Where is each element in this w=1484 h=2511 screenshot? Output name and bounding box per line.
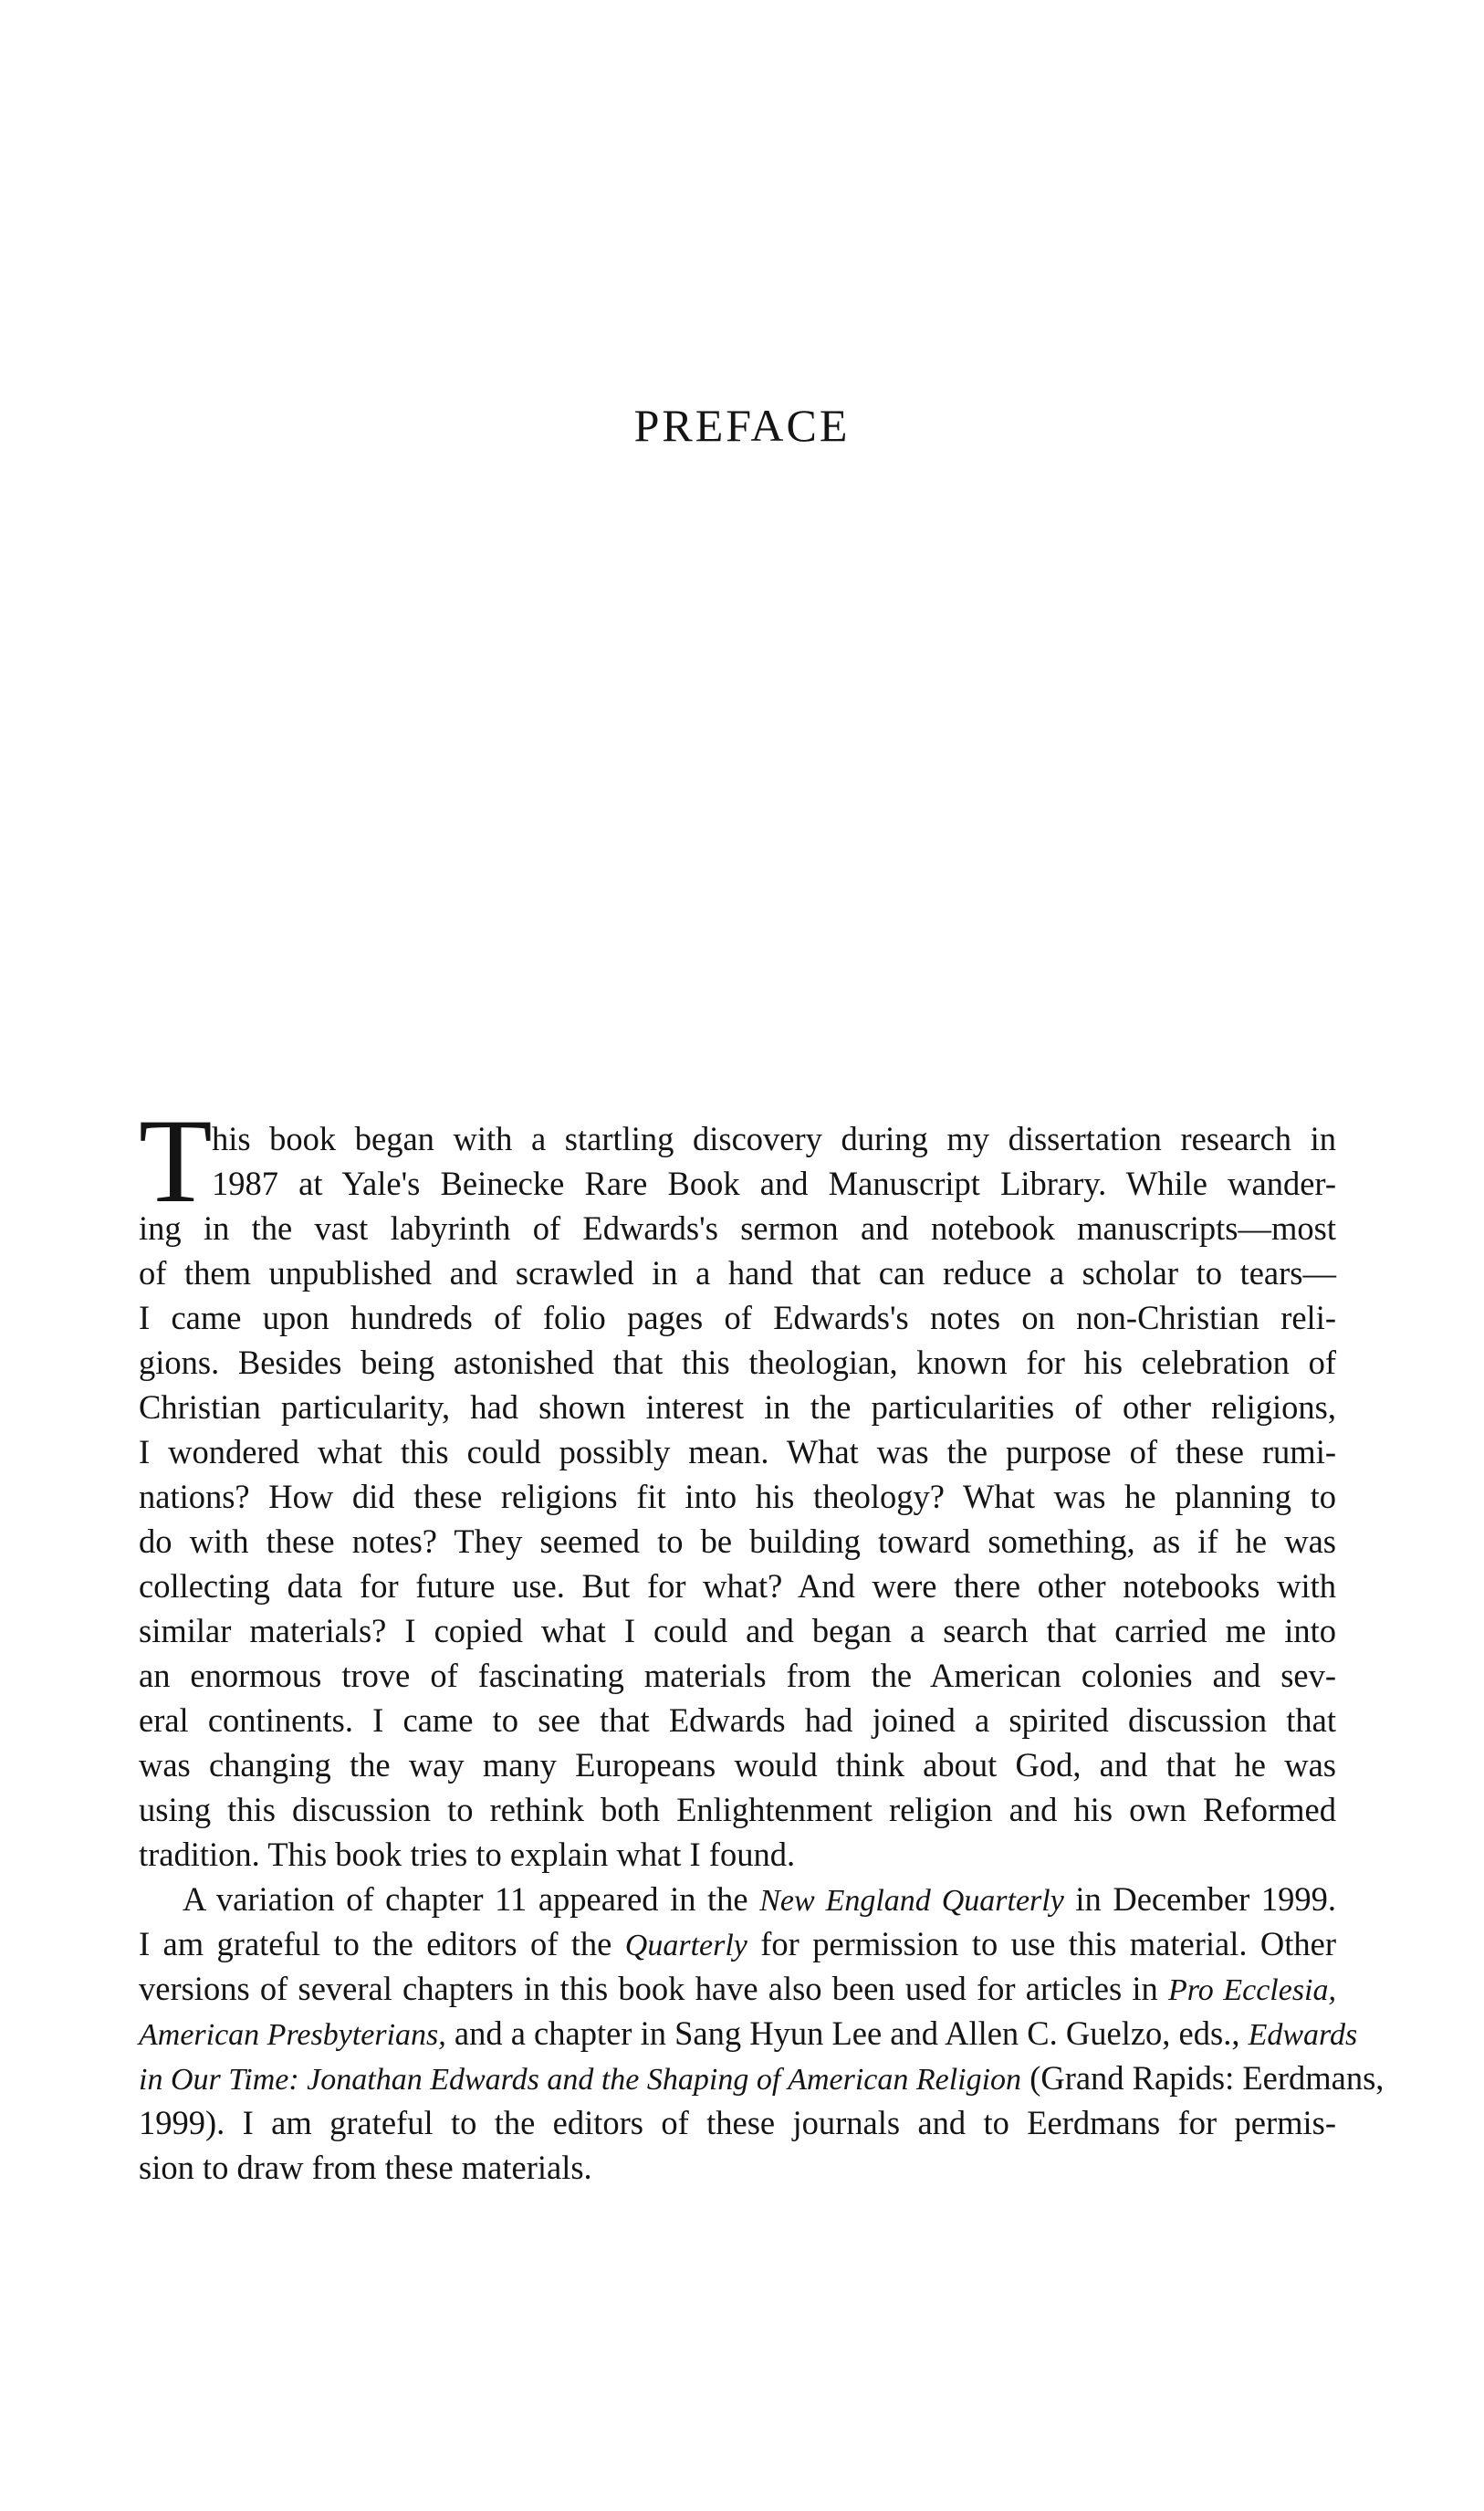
text-line xyxy=(139,2011,1358,2056)
text-line: collecting data for future use. But for what? And were there other notebooks with xyxy=(139,1567,1336,1605)
text-line: his book began with a startling discovery during my dissertation research in xyxy=(212,1120,1336,1157)
text-line xyxy=(139,1877,1336,1921)
journal-title: American Presbyterians, xyxy=(139,2018,446,2052)
text-line xyxy=(139,1921,1336,1966)
paragraph-1 xyxy=(139,1093,1336,1877)
text-line: nations? How did these religions fit into his theology? What was he planning to xyxy=(139,1478,1336,1515)
text-line: Christian particularity, had shown interest in the particularities of other religions, xyxy=(139,1388,1336,1426)
text-line: do with these notes? They seemed to be building toward something, as if he was xyxy=(139,1522,1336,1560)
text-line: 1999). I am grateful to the editors of these journals and to Eerdmans for permis- xyxy=(139,2104,1336,2141)
text-line: an enormous trove of fascinating materials from the American colonies and sev- xyxy=(139,1657,1336,1694)
text-line: of them unpublished and scrawled in a hand that can reduce a scholar to tears— xyxy=(139,1254,1336,1292)
journal-title: New England Quarterly xyxy=(759,1884,1064,1918)
text-run: A variation of chapter 11 appeared in the xyxy=(183,1880,760,1918)
text-line xyxy=(139,1966,1336,2011)
book-title: Edwards xyxy=(1248,2018,1358,2052)
book-title: in Our Time: Jonathan Edwards and the Shaping of American Religion xyxy=(139,2063,1022,2097)
drop-cap-letter: T xyxy=(139,1093,213,1228)
text-line: sion to draw from these materials. xyxy=(139,2149,592,2186)
text-line: using this discussion to rethink both Enlightenment religion and his own Reformed xyxy=(139,1791,1336,1828)
text-run: and a chapter in Sang Hyun Lee and Allen C. Guelzo, eds., xyxy=(445,2014,1249,2052)
text-line: 1987 at Yale's Beinecke Rare Book and Manuscript Library. While wander- xyxy=(212,1165,1336,1202)
text-line: was changing the way many Europeans would think about God, and that he was xyxy=(139,1746,1336,1784)
text-line: tradition. This book tries to explain what I found. xyxy=(139,1836,796,1873)
text-line: eral continents. I came to see that Edwards had joined a spirited discussion that xyxy=(139,1701,1336,1739)
text-run: (Grand Rapids: Eerdmans, xyxy=(1021,2059,1385,2097)
text-line xyxy=(139,2056,1385,2100)
text-line: I wondered what this could possibly mean. What was the purpose of these rumi- xyxy=(139,1433,1336,1470)
page-title: PREFACE xyxy=(633,400,851,451)
paragraph-2 xyxy=(139,1877,1385,2190)
text-line: gions. Besides being astonished that this theologian, known for his celebration of xyxy=(139,1344,1336,1381)
journal-title: Pro Ecclesia, xyxy=(1168,1973,1336,2007)
preface-body xyxy=(139,1093,1385,2190)
text-run: in December 1999. xyxy=(1063,1880,1336,1918)
text-run: versions of several chapters in this book have also been used for articles in xyxy=(139,1970,1168,2007)
journal-title: Quarterly xyxy=(624,1929,747,1962)
text-run: I am grateful to the editors of the xyxy=(139,1925,625,1962)
text-run: for permission to use this material. Other xyxy=(747,1925,1337,1962)
text-line: similar materials? I copied what I could and began a search that carried me into xyxy=(139,1612,1336,1649)
text-line: ing in the vast labyrinth of Edwards's sermon and notebook manuscripts—most xyxy=(139,1209,1336,1247)
text-line: I came upon hundreds of folio pages of Edwards's notes on non-Christian reli- xyxy=(139,1299,1336,1336)
